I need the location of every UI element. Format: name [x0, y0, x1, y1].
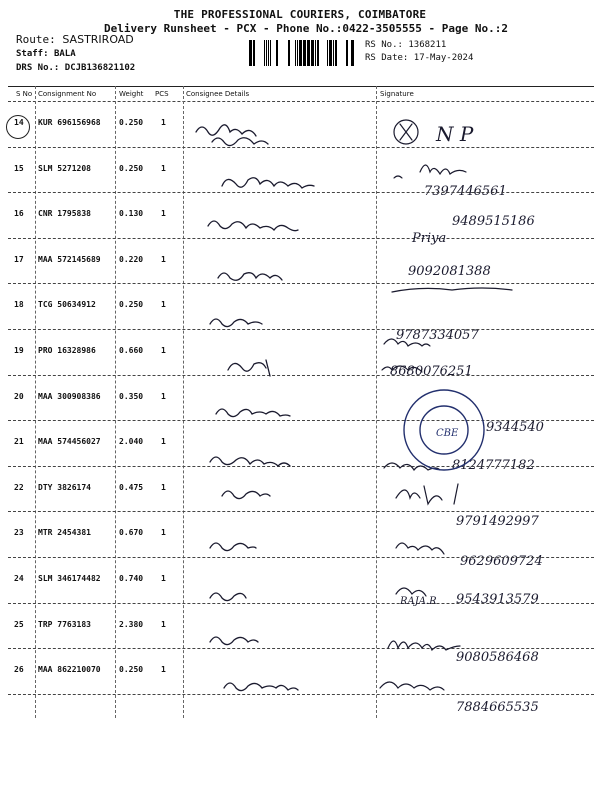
- row-consignment-no: MAA 574456027: [38, 437, 101, 447]
- barcode-bar: [335, 40, 337, 66]
- row-weight: 0.350: [119, 391, 144, 401]
- row-divider: [8, 192, 594, 193]
- barcode-bar: [266, 40, 267, 66]
- barcode-bar: [270, 40, 271, 66]
- row-weight: 2.040: [119, 437, 144, 447]
- row-handwritten-phone: 7397446561: [424, 184, 507, 199]
- barcode-bar: [264, 40, 265, 66]
- handwritten-name-22: [222, 491, 270, 499]
- row-handwritten-phone: 9543913579: [456, 592, 539, 607]
- barcode-bar: [307, 40, 310, 66]
- drs-info: [16, 63, 135, 73]
- handwritten-name-26: [224, 683, 298, 691]
- col-header-consignee: Consignee Details: [186, 90, 250, 98]
- route-value: SASTRIROAD: [62, 33, 134, 46]
- row-weight: 2.380: [119, 619, 144, 629]
- barcode-bar: [311, 40, 314, 66]
- row-weight: 0.475: [119, 482, 144, 492]
- row-consignment-no: MAA 572145689: [38, 254, 101, 264]
- row-divider: [8, 466, 594, 467]
- route-label: Route:: [16, 33, 56, 46]
- barcode-bar: [276, 40, 278, 66]
- row-pcs: 1: [161, 619, 166, 629]
- staff-value: BALA: [53, 49, 76, 59]
- row-consignment-no: CNR 1795838: [38, 209, 91, 219]
- row-consignment-no: TRP 7763183: [38, 619, 91, 629]
- row-sno: 23: [14, 528, 24, 538]
- row-divider: [8, 648, 594, 649]
- row-sno: 19: [14, 346, 24, 355]
- row-weight: 0.740: [119, 574, 144, 583]
- handwritten-name-21: [210, 457, 290, 466]
- row-pcs: 1: [161, 528, 166, 538]
- row-14-note: N P: [436, 122, 474, 146]
- row-14-circle-mark: [6, 115, 30, 139]
- row-divider: [8, 511, 594, 512]
- staff-label: Staff:: [16, 49, 49, 59]
- barcode-bar: [327, 40, 328, 66]
- row-divider: [8, 694, 594, 695]
- col-header-weight: Weight: [119, 90, 144, 98]
- col-header-sno: S No: [16, 90, 33, 98]
- row-pcs: 1: [161, 118, 166, 127]
- row-sno: 21: [14, 437, 24, 447]
- row-divider: [8, 329, 594, 330]
- handwritten-name-23: [210, 543, 256, 551]
- handwritten-name-14: [196, 125, 268, 146]
- col-divider: [183, 86, 184, 718]
- row-weight: 0.660: [119, 346, 144, 355]
- row-sno: 18: [14, 300, 24, 310]
- handwritten-name-16: [208, 221, 298, 231]
- handwritten-name-17: [218, 273, 282, 281]
- barcode-bar: [315, 40, 316, 66]
- signature-15: [394, 165, 466, 178]
- barcode-bar: [249, 40, 252, 66]
- signature-17: [392, 288, 512, 292]
- row-pcs: 1: [161, 163, 166, 173]
- table-header-divider: [8, 101, 594, 102]
- row-divider: [8, 238, 594, 239]
- signature-24: [396, 588, 426, 596]
- row-24-name: RAJA.R: [400, 596, 437, 607]
- row-consignment-no: KUR 696156968: [38, 118, 101, 127]
- row-weight: 0.130: [119, 209, 144, 219]
- handwritten-name-19: [228, 360, 270, 376]
- row-handwritten-phone: 9489515186: [452, 214, 535, 229]
- row-handwritten-phone: 9791492997: [456, 514, 539, 529]
- row-weight: 0.250: [119, 665, 144, 675]
- row-weight: 0.220: [119, 254, 144, 264]
- row-weight: 0.250: [119, 163, 144, 173]
- runsheet-title: THE PROFESSIONAL COURIERS, COIMBATORE: [173, 8, 427, 21]
- row-handwritten-phone: 7884665535: [456, 700, 539, 715]
- col-header-signature: Signature: [380, 90, 414, 98]
- row-weight: 0.250: [119, 300, 144, 310]
- row-pcs: 1: [161, 665, 166, 675]
- row-sno: 16: [14, 209, 24, 219]
- barcode-bar: [329, 40, 332, 66]
- row-consignment-no: SLM 346174482: [38, 574, 101, 583]
- row-divider: [8, 557, 594, 558]
- row-consignment-no: DTY 3826174: [38, 482, 91, 492]
- barcode-bar: [351, 40, 354, 66]
- rs-number: [365, 40, 446, 50]
- row-pcs: 1: [161, 209, 166, 219]
- signature-14-circle: [394, 120, 418, 144]
- row-consignment-no: TCG 50634912: [38, 300, 96, 310]
- row-consignment-no: SLM 5271208: [38, 163, 91, 173]
- barcode-bar: [333, 40, 334, 66]
- stamp-text: CBE: [436, 428, 459, 439]
- row-16-name: Priya: [412, 231, 447, 246]
- row-pcs: 1: [161, 437, 166, 447]
- row-pcs: 1: [161, 300, 166, 310]
- signature-22: [396, 484, 458, 504]
- row-divider: [8, 420, 594, 421]
- runsheet-subtitle: Delivery Runsheet - PCX - Phone No.:0422-3505555 - Page No.:2: [104, 22, 508, 35]
- route-info: [16, 33, 134, 46]
- row-consignment-no: MAA 300908386: [38, 391, 101, 401]
- row-sno: 22: [14, 482, 24, 492]
- row-sno: 14: [14, 118, 24, 127]
- row-handwritten-phone: 9629609724: [460, 554, 543, 569]
- handwritten-name-15: [222, 178, 314, 188]
- row-sno: 17: [14, 254, 24, 264]
- row-pcs: 1: [161, 574, 166, 583]
- company-stamp-inner: [420, 406, 468, 454]
- row-sno: 26: [14, 665, 24, 675]
- row-divider: [8, 603, 594, 604]
- col-header-pcs: PCS: [155, 90, 169, 98]
- row-pcs: 1: [161, 482, 166, 492]
- staff-info: [16, 49, 76, 59]
- barcode-bar: [303, 40, 306, 66]
- row-pcs: 1: [161, 346, 166, 355]
- row-handwritten-phone: 8680076251: [390, 364, 473, 379]
- barcode-bar: [253, 40, 255, 66]
- handwritten-name-20: [216, 409, 290, 417]
- handwritten-name-25: [210, 637, 258, 645]
- row-consignment-no: PRO 16328986: [38, 346, 96, 355]
- barcode-bar: [268, 40, 269, 66]
- row-handwritten-phone: 9787334057: [396, 328, 479, 343]
- signature-23: [396, 543, 444, 554]
- row-sno: 24: [14, 574, 24, 583]
- barcode-bar: [288, 40, 290, 66]
- row-consignment-no: MTR 2454381: [38, 528, 91, 538]
- row-handwritten-phone: 8124777182: [452, 458, 535, 473]
- row-pcs: 1: [161, 254, 166, 264]
- row-sno: 20: [14, 391, 24, 401]
- row-sno: 15: [14, 163, 24, 173]
- col-divider: [35, 86, 36, 718]
- row-sno: 25: [14, 619, 24, 629]
- handwritten-name-18: [210, 319, 262, 327]
- row-consignment-no: MAA 862210070: [38, 665, 101, 675]
- col-header-consignment: Consignment No: [38, 90, 97, 98]
- barcode-image: [232, 40, 356, 66]
- drs-value: DCJB136821102: [64, 63, 136, 73]
- row-divider: [8, 375, 594, 376]
- row-weight: 0.250: [119, 118, 144, 127]
- signature-14-mark: [400, 124, 412, 140]
- barcode-bar: [317, 40, 319, 66]
- rs-number-value: 1368211: [408, 40, 447, 50]
- barcode-bar: [346, 40, 348, 66]
- col-divider: [376, 86, 377, 718]
- col-divider: [115, 86, 116, 718]
- row-weight: 0.670: [119, 528, 144, 538]
- barcode-bar: [299, 40, 302, 66]
- row-divider: [8, 147, 594, 148]
- table-top-border: [8, 86, 594, 87]
- barcode-bar: [295, 40, 296, 66]
- barcode-bar: [297, 40, 298, 66]
- rs-number-label: RS No.:: [365, 40, 403, 50]
- row-pcs: 1: [161, 391, 166, 401]
- row-handwritten-phone: 9080586468: [456, 650, 539, 665]
- drs-label: DRS No.:: [16, 63, 60, 73]
- row-divider: [8, 283, 594, 284]
- row-handwritten-phone: 9344540: [486, 420, 544, 435]
- rs-date: [365, 53, 473, 63]
- rs-date-value: 17-May-2024: [413, 53, 474, 63]
- rs-date-label: RS Date:: [365, 53, 409, 63]
- handwritten-name-24: [210, 593, 246, 601]
- signature-26: [380, 682, 444, 690]
- row-handwritten-phone: 9092081388: [408, 264, 491, 279]
